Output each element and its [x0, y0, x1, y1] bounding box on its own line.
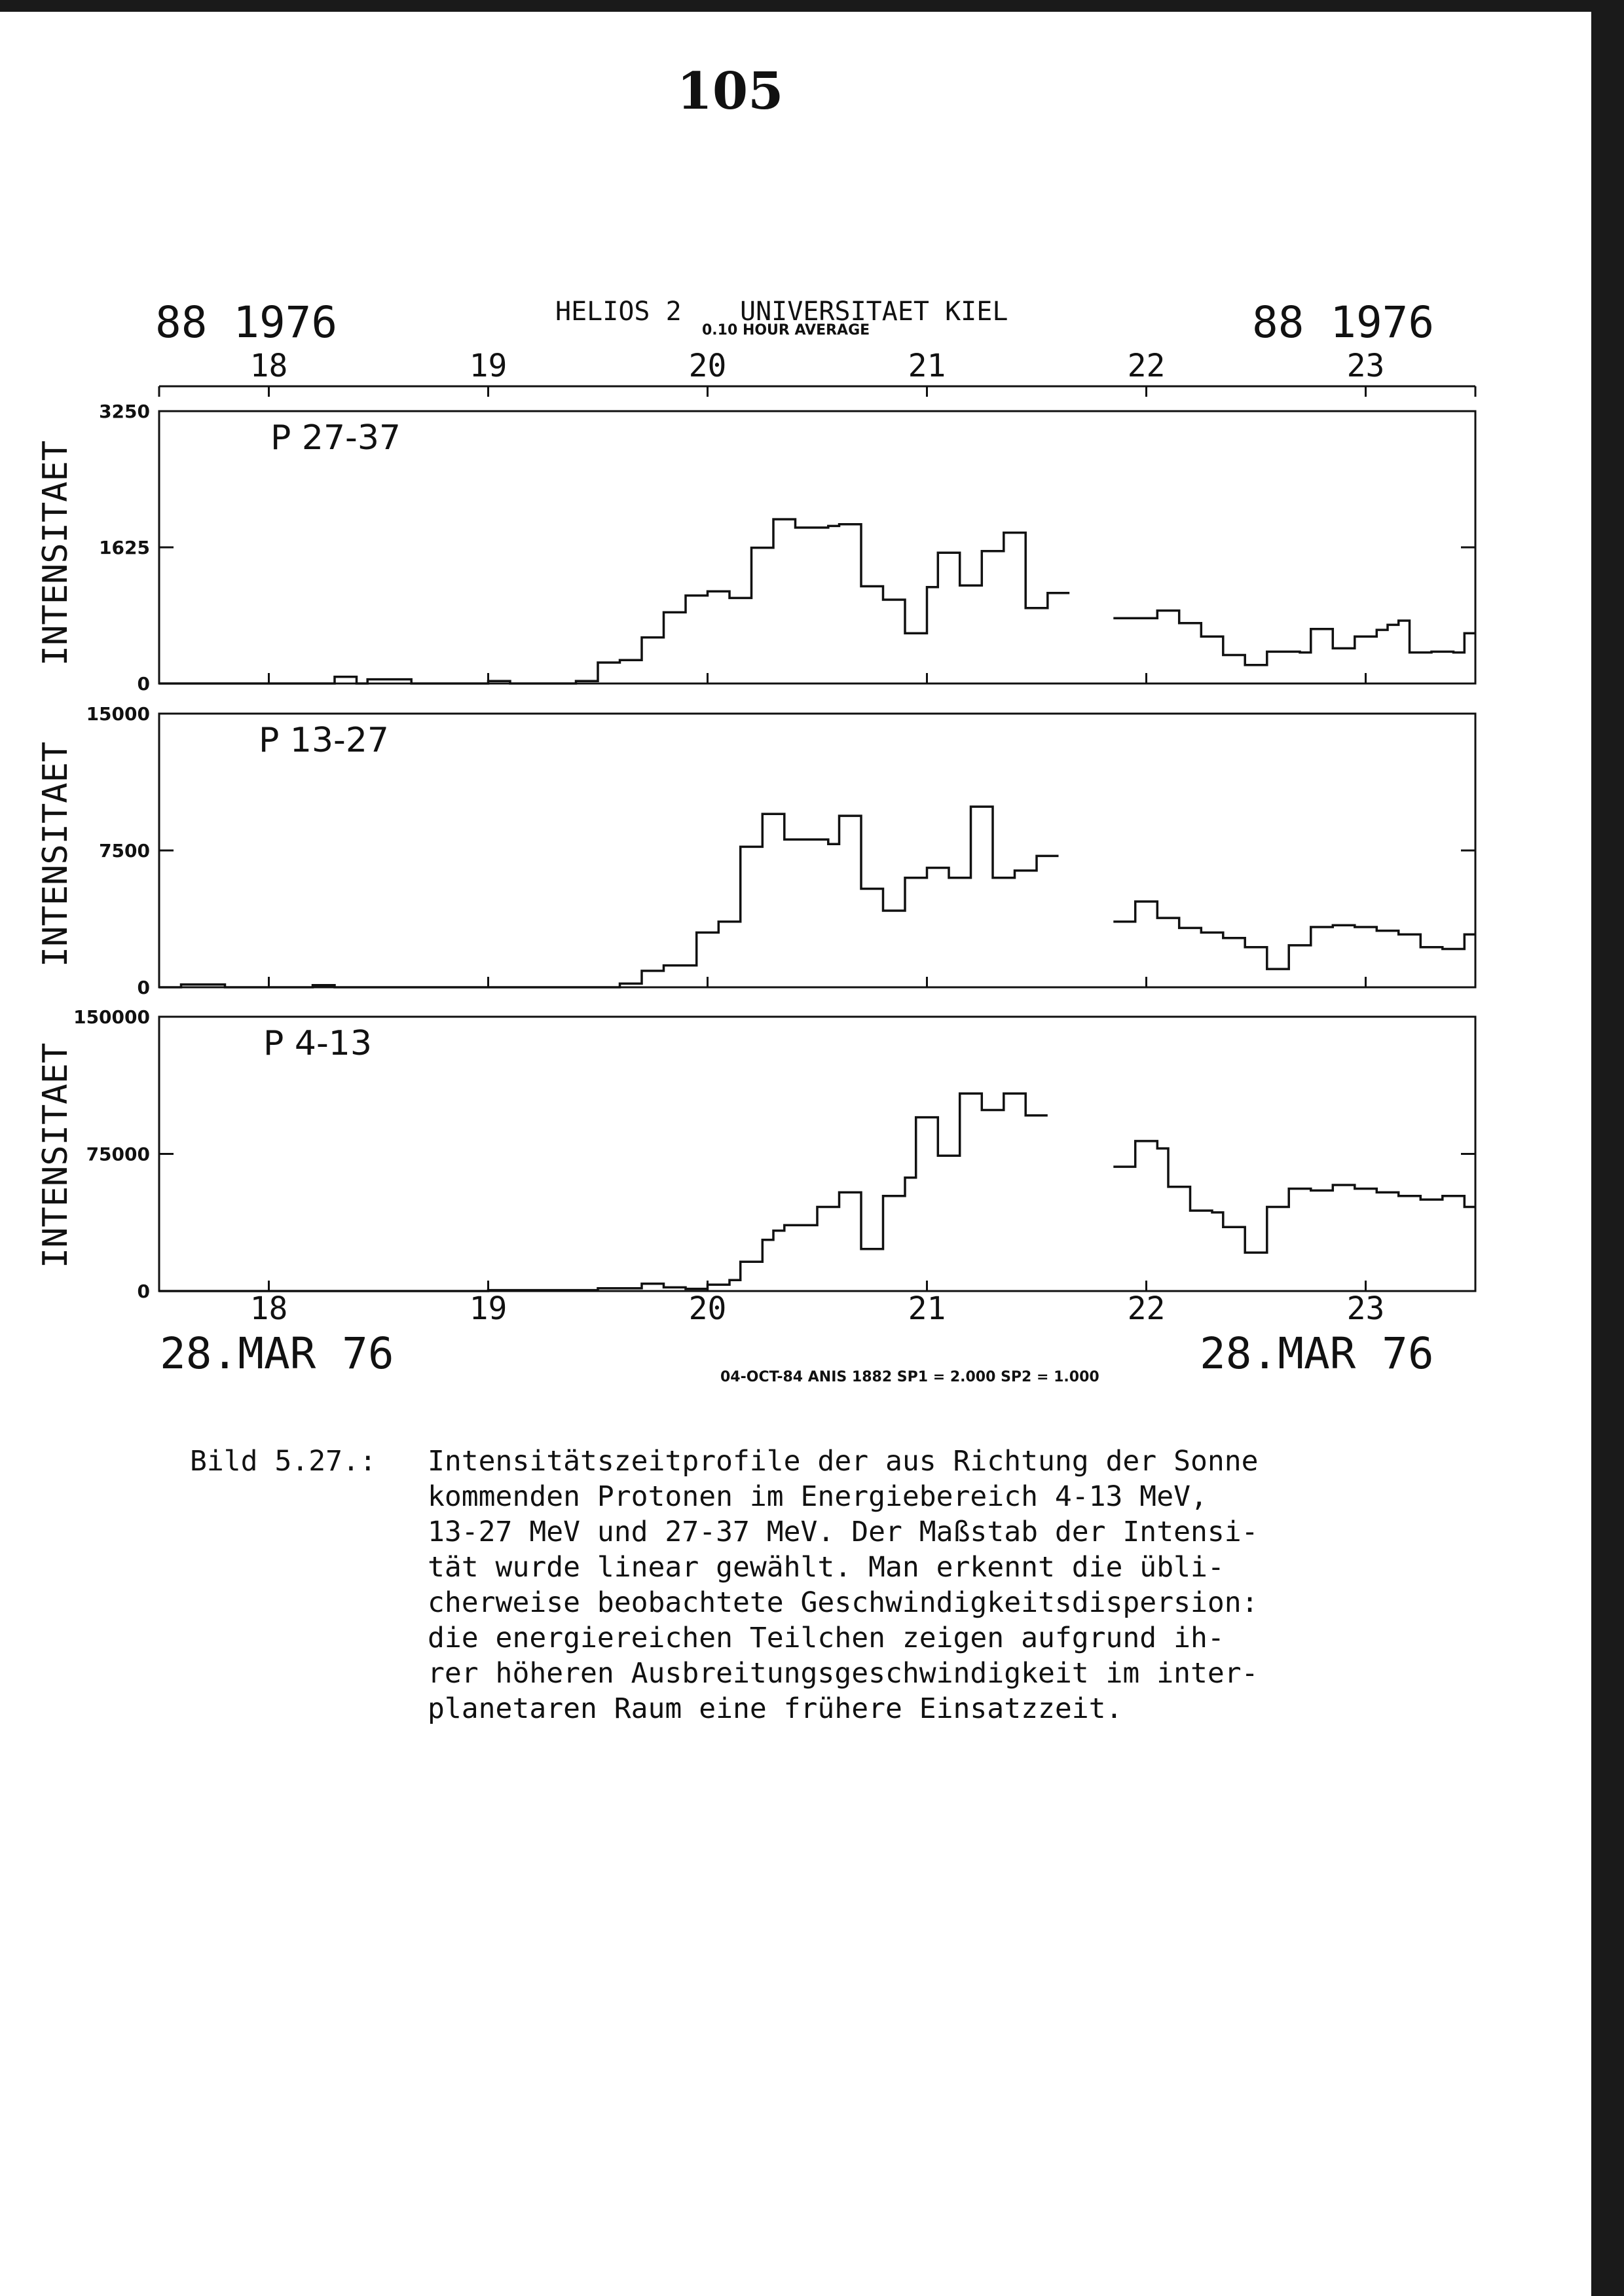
- caption-line: cherweise beobachtete Geschwindigkeitsdispersion:: [428, 1586, 1259, 1619]
- caption-line: tät wurde linear gewählt. Man erkennt die übli-: [428, 1551, 1225, 1584]
- mission-label: HELIOS 2: [555, 297, 682, 327]
- top-tick-label: 19: [469, 348, 507, 384]
- series-line-p-27-37: [159, 519, 1069, 683]
- caption-line: 13-27 MeV und 27-37 MeV. Der Maßstab der Intensi-: [428, 1516, 1259, 1548]
- date-label-right: 28.MAR 76: [1200, 1328, 1434, 1379]
- y-tick-label: 15000: [86, 703, 150, 725]
- y-tick-label: 0: [137, 977, 150, 998]
- bottom-tick-label: 20: [688, 1290, 727, 1327]
- y-tick-label: 150000: [73, 1006, 150, 1028]
- institute-label: UNIVERSITAET KIEL: [740, 297, 1008, 327]
- caption-text: [428, 1444, 1259, 1726]
- chart-frame: [36, 297, 1475, 1385]
- series-line-p-13-27: [1113, 902, 1475, 969]
- average-label: 0.10 HOUR AVERAGE: [702, 322, 870, 338]
- caption-line: kommenden Protonen im Energiebereich 4-13 MeV,: [428, 1480, 1208, 1513]
- chart-marks: [159, 519, 1475, 1291]
- series-line-p-4-13: [1113, 1141, 1475, 1252]
- y-tick-label: 0: [137, 1281, 150, 1302]
- bottom-tick-label: 23: [1346, 1290, 1385, 1327]
- bottom-tick-label: 22: [1127, 1290, 1166, 1327]
- footer-label: 04-OCT-84 ANIS 1882 SP1 = 2.000 SP2 = 1.000: [720, 1369, 1099, 1385]
- bottom-tick-label: 19: [469, 1290, 507, 1327]
- top-tick-label: 23: [1346, 348, 1385, 384]
- caption-line: die energiereichen Teilchen zeigen aufgrund ih-: [428, 1622, 1225, 1654]
- caption-line: planetaren Raum eine frühere Einsatzzeit.: [428, 1692, 1123, 1725]
- corner-label-left: 88 1976: [155, 297, 338, 348]
- bottom-tick-label: 21: [908, 1290, 946, 1327]
- y-tick-label: 7500: [99, 840, 150, 862]
- y-tick-label: 3250: [99, 401, 150, 422]
- top-tick-label: 22: [1127, 348, 1166, 384]
- top-tick-label: 18: [249, 348, 288, 384]
- y-tick-label: 1625: [99, 537, 150, 558]
- caption-line: Intensitätszeitprofile der aus Richtung der Sonne: [428, 1445, 1259, 1478]
- top-tick-label: 20: [688, 348, 727, 384]
- series-line-p-13-27: [159, 807, 1059, 987]
- y-axis-label: INTENSITAET: [36, 440, 75, 666]
- bottom-tick-label: 18: [249, 1290, 288, 1327]
- series-line-p-27-37: [1113, 611, 1475, 665]
- panel-label: P 4-13: [263, 1024, 372, 1063]
- caption-label: Bild 5.27.:: [190, 1445, 377, 1478]
- y-axis-label: INTENSITAET: [36, 1042, 75, 1269]
- y-tick-label: 75000: [86, 1143, 150, 1165]
- caption-line: rer höheren Ausbreitungsgeschwindigkeit im inter-: [428, 1657, 1259, 1690]
- panel-label: P 13-27: [259, 721, 389, 760]
- page-number: 105: [676, 62, 784, 121]
- top-tick-label: 21: [908, 348, 946, 384]
- date-label-left: 28.MAR 76: [160, 1328, 394, 1379]
- y-axis-label: INTENSITAET: [36, 741, 75, 968]
- series-line-p-4-13: [159, 1093, 1048, 1291]
- panel-label: P 27-37: [270, 418, 401, 458]
- y-tick-label: 0: [137, 673, 150, 695]
- corner-label-right: 88 1976: [1252, 297, 1435, 348]
